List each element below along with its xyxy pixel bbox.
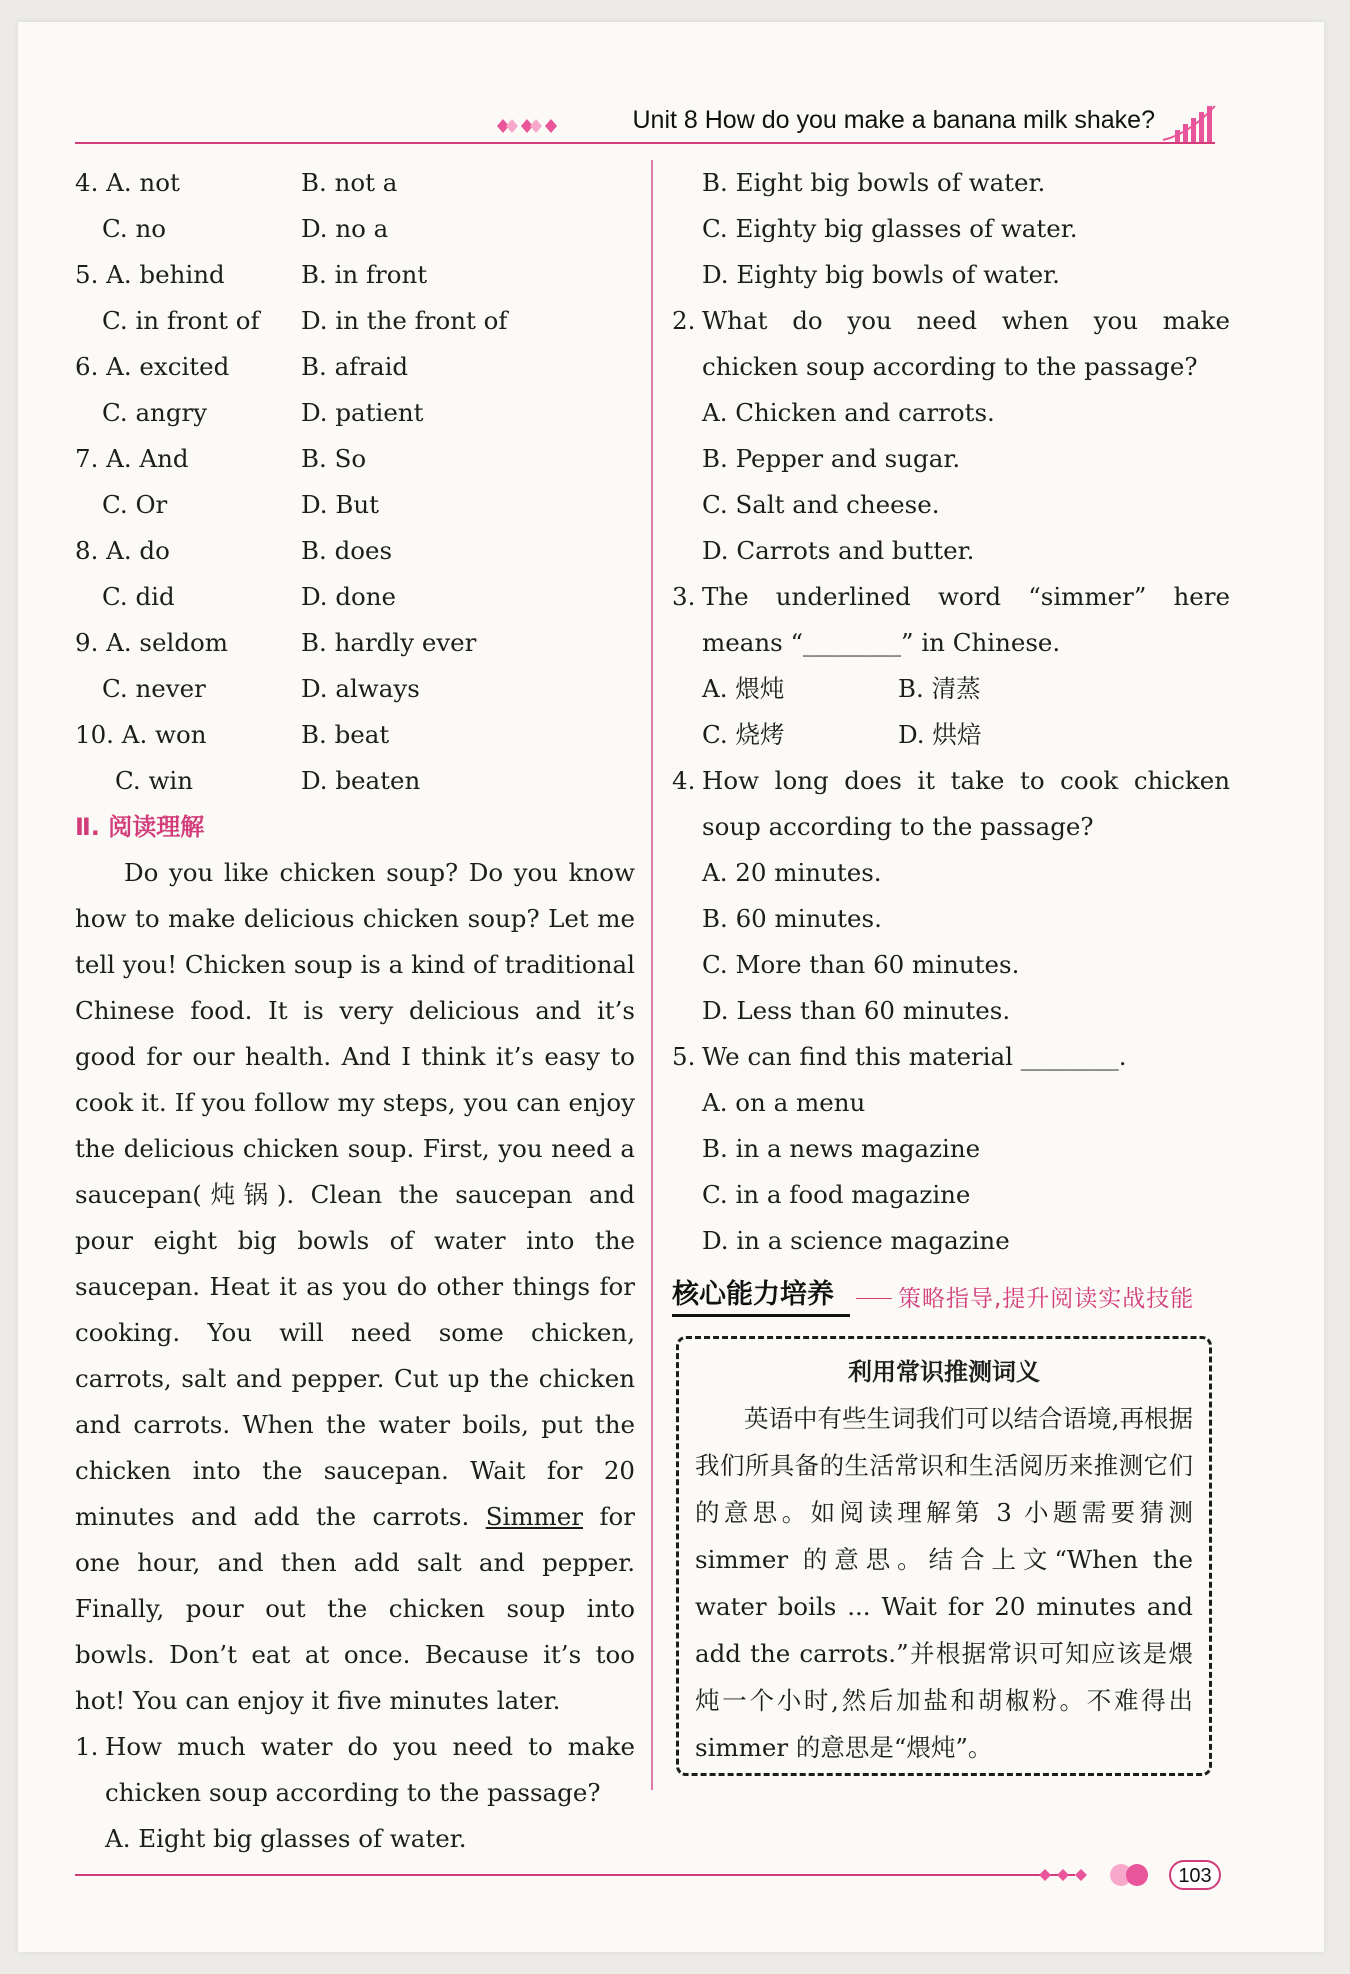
- question-text: The underlined word “simmer” here means “________” in Chinese.: [702, 582, 1230, 657]
- header-rule: [75, 142, 1215, 144]
- unit-title: Unit 8 How do you make a banana milk shake?: [632, 106, 1155, 134]
- skill-section-heading: [672, 1270, 1230, 1326]
- choice-2c: C. Salt and cheese.: [702, 490, 940, 519]
- right-column: [672, 160, 1230, 1776]
- choice-4b: B. 60 minutes.: [702, 904, 882, 933]
- option-b: D. always: [301, 674, 420, 703]
- choice-5d: D. in a science magazine: [702, 1226, 1010, 1255]
- option-row: [75, 574, 635, 620]
- question-text: What do you need when you make chicken soup according to the passage?: [702, 306, 1230, 381]
- choice-3c: C. 烧烤: [702, 720, 785, 749]
- question-4: [672, 758, 1230, 850]
- footer-rule: [75, 1874, 1075, 1876]
- choice-3a: A. 煨炖: [702, 674, 785, 703]
- choice-2a: A. Chicken and carrots.: [702, 398, 995, 427]
- skill-title-underline: [672, 1314, 850, 1317]
- skill-subtitle: 策略指导,提升阅读实战技能: [898, 1286, 1195, 1312]
- question-number: 5.: [672, 1042, 696, 1071]
- option-a: C. no: [102, 214, 166, 243]
- page-number: 103: [1169, 1860, 1221, 1890]
- option-row: [75, 206, 635, 252]
- option-a: 9. A. seldom: [75, 628, 229, 657]
- choice-1d: D. Eighty big bowls of water.: [702, 260, 1060, 289]
- option-a: C. Or: [102, 490, 168, 519]
- page-footer: [75, 1860, 1225, 1890]
- option-b: D. beaten: [301, 766, 421, 795]
- signal-bars-icon: [1161, 104, 1217, 144]
- option-b: B. hardly ever: [301, 628, 477, 657]
- choice-5c: C. in a food magazine: [702, 1180, 971, 1209]
- choice-3b: B. 清蒸: [898, 674, 981, 703]
- question-3: [672, 574, 1230, 666]
- question-2: [672, 298, 1230, 390]
- option-b: B. in front: [301, 260, 428, 289]
- option-row: [75, 666, 635, 712]
- flower-decoration-icon: [1033, 1862, 1163, 1888]
- question-text: How much water do you need to make chicken soup according to the passage?: [105, 1732, 635, 1807]
- question-text: How long does it take to cook chicken soup according to the passage?: [702, 766, 1230, 841]
- option-b: D. done: [301, 582, 397, 611]
- question-number: 4.: [672, 766, 696, 795]
- choice-2d: D. Carrots and butter.: [702, 536, 975, 565]
- option-b: B. not a: [301, 168, 398, 197]
- option-a: 6. A. excited: [75, 352, 230, 381]
- option-b: D. no a: [301, 214, 389, 243]
- question-text: We can find this material ________.: [702, 1042, 1127, 1071]
- option-row: [75, 620, 635, 666]
- option-row: [75, 528, 635, 574]
- option-a: 5. A. behind: [75, 260, 225, 289]
- choice-2b: B. Pepper and sugar.: [702, 444, 961, 473]
- option-b: D. But: [301, 490, 379, 519]
- tip-box-title: 利用常识推测词义: [848, 1358, 1040, 1386]
- option-a: 8. A. do: [75, 536, 170, 565]
- option-b: B. afraid: [301, 352, 409, 381]
- skill-title: 核心能力培养: [672, 1279, 834, 1310]
- option-a: 10. A. won: [75, 720, 207, 749]
- skill-dash: [856, 1298, 892, 1299]
- passage-text: Do you like chicken soup? Do you know how to make delicious chicken soup? Let me tell you! Chicken soup is a kind of traditional Chinese food. It is very delicious and it’s good for our health. And I think it’s easy to cook it. If you follow my steps, you can enjoy the delicious chicken soup. First, you need a saucepan(炖锅). Clean the saucepan and pour eight big bowls of water into the saucepan. Heat it as you do other things for cooking. You will need some chicken, carrots, salt and pepper. Cut up the chicken and carrots. When the water boils, put the chicken into the saucepan. Wait for 20 minutes and add the carrots.: [75, 858, 635, 1531]
- choice-1c: C. Eighty big glasses of water.: [702, 214, 1078, 243]
- section-heading: Ⅱ. 阅读理解: [75, 813, 205, 841]
- column-divider: [651, 160, 653, 1790]
- choice-3d: D. 烘焙: [898, 720, 982, 749]
- option-b: B. does: [301, 536, 393, 565]
- choice-1b: B. Eight big bowls of water.: [702, 168, 1046, 197]
- choice-1a: A. Eight big glasses of water.: [105, 1824, 467, 1853]
- option-b: D. in the front of: [301, 306, 508, 335]
- question-number: 2.: [672, 306, 696, 335]
- option-a: 4. A. not: [75, 168, 180, 197]
- option-a: 7. A. And: [75, 444, 189, 473]
- option-row: [75, 390, 635, 436]
- option-row: [75, 758, 635, 804]
- choice-4c: C. More than 60 minutes.: [702, 950, 1020, 979]
- option-a: C. never: [102, 674, 206, 703]
- choice-row-3ab: [672, 666, 1230, 712]
- option-row: [75, 482, 635, 528]
- option-row: [75, 344, 635, 390]
- option-row: [75, 160, 635, 206]
- diamond-decoration-icon: [493, 114, 563, 138]
- option-b: B. So: [301, 444, 367, 473]
- left-column: [75, 160, 635, 1862]
- tip-box: [676, 1336, 1212, 1776]
- question-number: 1.: [75, 1732, 99, 1761]
- page-header: [75, 100, 1225, 150]
- cloze-options: [75, 160, 635, 804]
- question-5: [672, 1034, 1230, 1080]
- choice-4a: A. 20 minutes.: [702, 858, 882, 887]
- passage-text-end: for one hour, and then add salt and pepper. Finally, pour out the chicken soup into bowls. Don’t eat at once. Because it’s too hot! You can enjoy it five minutes later.: [75, 1502, 635, 1715]
- choice-row-3cd: [672, 712, 1230, 758]
- reading-passage: [75, 850, 635, 1724]
- choice-5a: A. on a menu: [702, 1088, 866, 1117]
- question-1: [75, 1724, 635, 1816]
- tip-box-text: 英语中有些生词我们可以结合语境,再根据我们所具备的生活常识和生活阅历来推测它们的意思。如阅读理解第 3 小题需要猜测 simmer 的意思。结合上文“When the water boils ... Wait for 20 minutes and add the carrots.”并根据常识可知应该是煨炖一个小时,然后加盐和胡椒粉。不难得出 simmer 的意思是“煨炖”。: [695, 1404, 1193, 1762]
- option-row: [75, 298, 635, 344]
- option-b: B. beat: [301, 720, 390, 749]
- option-a: C. win: [115, 766, 194, 795]
- option-a: C. did: [102, 582, 175, 611]
- option-row: [75, 436, 635, 482]
- option-row: [75, 712, 635, 758]
- option-row: [75, 252, 635, 298]
- choice-5b: B. in a news magazine: [702, 1134, 981, 1163]
- option-a: C. in front of: [102, 306, 260, 335]
- question-number: 3.: [672, 582, 696, 611]
- option-a: C. angry: [102, 398, 208, 427]
- choice-4d: D. Less than 60 minutes.: [702, 996, 1011, 1025]
- option-b: D. patient: [301, 398, 424, 427]
- underlined-word: Simmer: [485, 1502, 583, 1531]
